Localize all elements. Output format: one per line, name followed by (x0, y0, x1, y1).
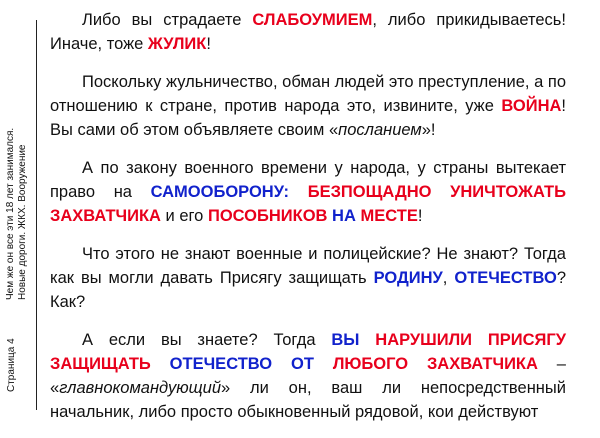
paragraph-3 (50, 156, 566, 228)
emphasis-blue: НА (332, 207, 356, 225)
text-run: Что этого не знают военные и полицейские? Не знают? Тогда как вы могли давать Присягу защищать (50, 245, 566, 287)
text-run: » ли он, ваш ли непосредственный начальник, либо просто обыкновенный рядовой, кои действуют (50, 379, 566, 421)
text-run: , (442, 269, 455, 287)
paragraph-1 (50, 8, 566, 56)
text-run: Либо вы страдаете (82, 11, 253, 29)
emphasis-red: БЕЗПОЩАДНО УНИЧТОЖАТЬ ЗАХВАТЧИКА (50, 183, 566, 225)
text-run: ! (206, 35, 211, 53)
text-run: и его (160, 207, 208, 225)
margin-rule (36, 20, 37, 410)
emphasis-red: ЖУЛИК (147, 35, 207, 53)
emphasis-red: ЛЮБОГО ЗАХВАТЧИКА (332, 355, 538, 373)
paragraph-5 (50, 328, 566, 424)
text-run (314, 355, 333, 373)
running-header (5, 128, 29, 300)
text-run: ! (417, 207, 423, 225)
text-run: ! Вы сами об этом объявляете своим « (50, 97, 566, 139)
emphasis-blue: ОТЕЧЕСТВО ОТ (169, 355, 314, 373)
text-run: »! (421, 121, 436, 139)
emphasis-italic: главнокомандующий (59, 379, 222, 397)
emphasis-red: СЛАБОУМИЕМ (252, 11, 373, 29)
running-header-line-2: Новые дороги. ЖКХ. Вооружение (17, 144, 28, 300)
paragraph-2 (50, 70, 566, 142)
emphasis-blue: РОДИНУ (373, 269, 443, 287)
text-run: , либо прикидываетесь! Иначе, тоже (50, 11, 566, 53)
paragraph-4 (50, 242, 566, 314)
emphasis-italic: посланием (338, 121, 422, 139)
emphasis-red: ПОСОБНИКОВ (207, 207, 328, 225)
text-run: – « (50, 355, 566, 397)
emphasis-red: НАРУШИЛИ ПРИСЯГУ ЗАЩИЩАТЬ (50, 331, 566, 373)
emphasis-blue: ОТЕЧЕСТВО (454, 269, 557, 287)
text-run: А если вы знаете? Тогда (82, 331, 332, 349)
emphasis-red: ВОЙНА (501, 97, 562, 115)
emphasis-red: МЕСТЕ (360, 207, 418, 225)
text-run: ? Как? (50, 269, 566, 311)
text-run (289, 183, 308, 201)
emphasis-blue: ВЫ (331, 331, 360, 349)
running-header-line-1: Чем же он все эти 18 лет занимался. (5, 127, 16, 300)
document-body (50, 8, 566, 438)
text-run: А по закону военного времени у народа, у страны вытекает право на (50, 159, 566, 201)
text-run (151, 355, 170, 373)
emphasis-blue: САМООБОРОНУ: (150, 183, 290, 201)
text-run (359, 331, 375, 349)
page-number-label: Страница 4 (6, 338, 17, 392)
text-run: Поскольку жульничество, обман людей это преступление, а по отношению к стране, против народа это, извините, уже (50, 73, 566, 115)
